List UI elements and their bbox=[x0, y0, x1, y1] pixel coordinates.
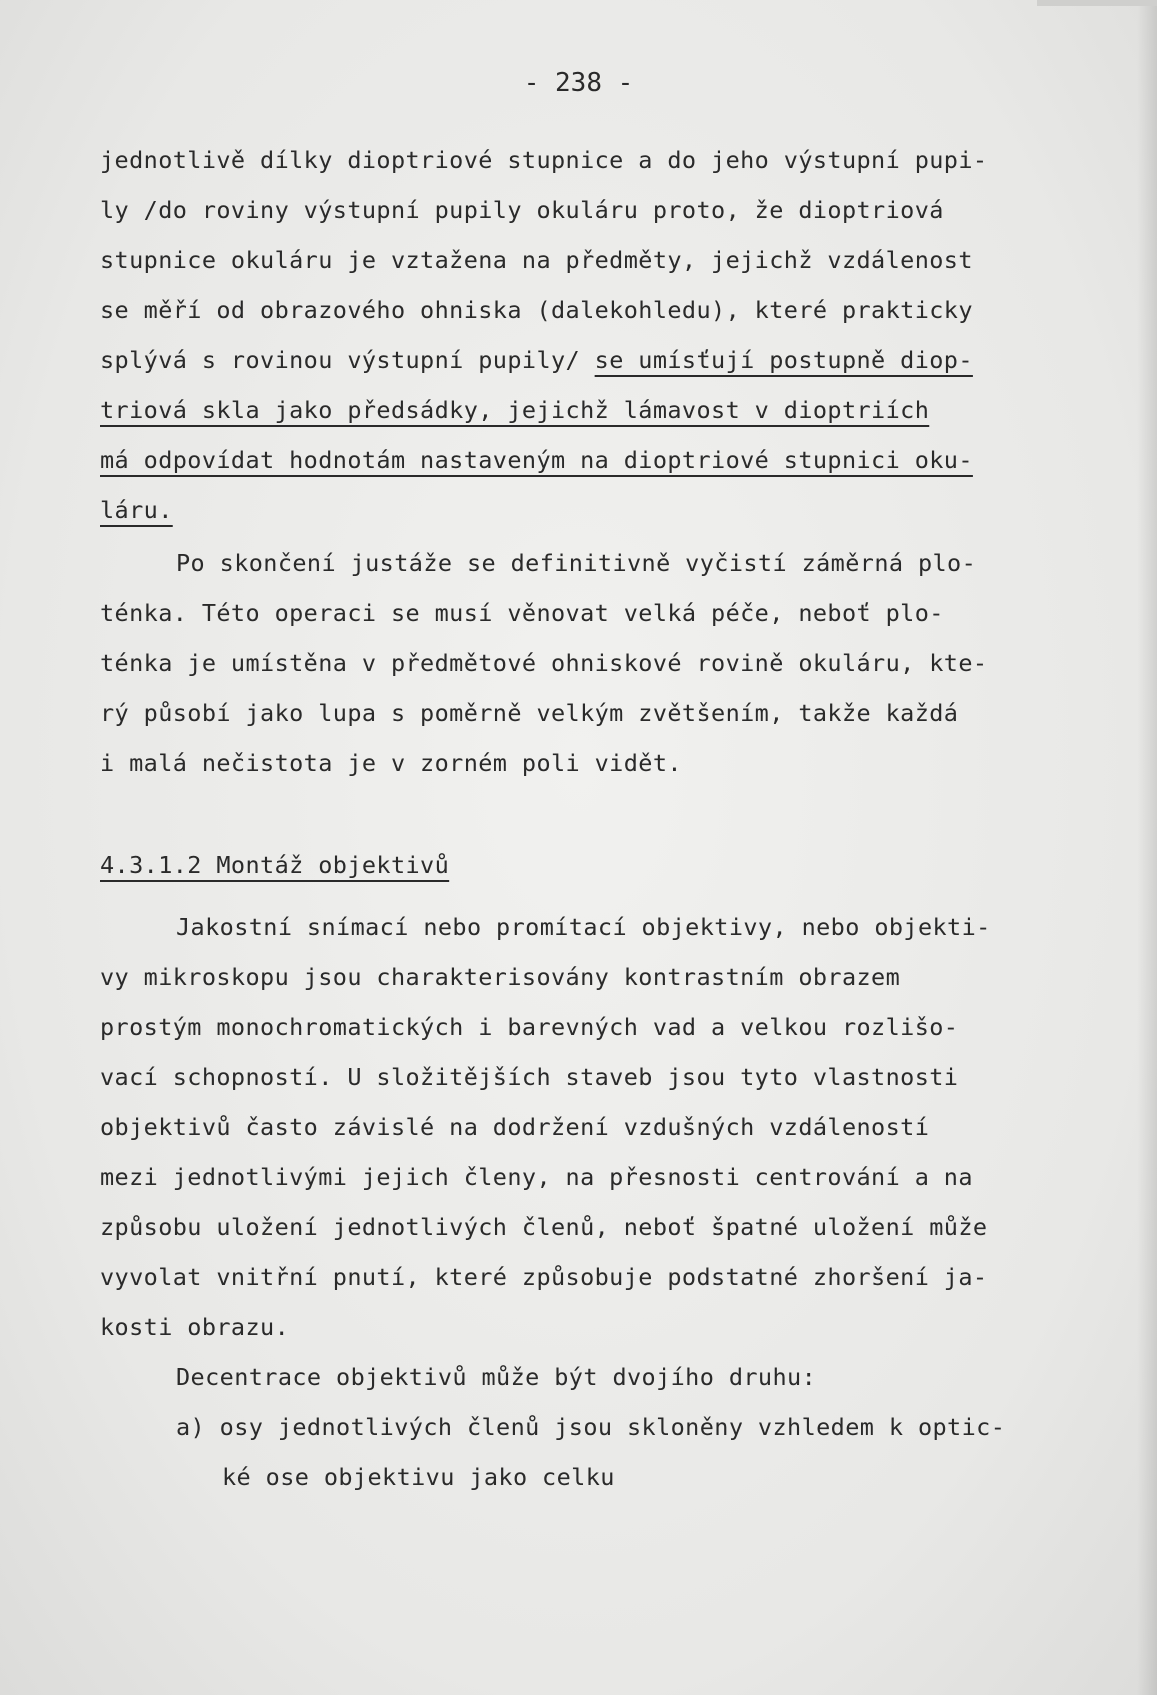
paragraph-2-line: rý působí jako lupa s poměrně velkým zvětšením, takže každá bbox=[100, 699, 959, 727]
page-edge-shadow bbox=[1137, 0, 1157, 1695]
paragraph-1-line-underlined: láru. bbox=[100, 496, 173, 524]
paragraph-3-line: kosti obrazu. bbox=[100, 1313, 290, 1341]
paragraph-1-line-underlined: triová skla jako předsádky, jejichž lámavost v dioptriích bbox=[100, 396, 930, 424]
paragraph-3-line: mezi jednotlivými jejich členy, na přesnosti centrování a na bbox=[100, 1163, 973, 1191]
paragraph-3-line: vy mikroskopu jsou charakterisovány kontrastním obrazem bbox=[100, 963, 901, 991]
paragraph-1-line-plain: splývá s rovinou výstupní pupily/ bbox=[100, 346, 595, 374]
paragraph-3-line: způsobu uložení jednotlivých členů, neboť špatné uložení může bbox=[100, 1213, 988, 1241]
page-number: - 238 - bbox=[523, 68, 634, 98]
list-item-a-line: a) osy jednotlivých členů jsou skloněny vzhledem k optic- bbox=[176, 1413, 1006, 1441]
paragraph-1-line: se měří od obrazového ohniska (dalekohledu), které prakticky bbox=[100, 296, 973, 324]
paragraph-2-line: Po skončení justáže se definitivně vyčistí záměrná plo- bbox=[176, 549, 977, 577]
paragraph-3-line: prostým monochromatických i barevných vad a velkou rozlišo- bbox=[100, 1013, 959, 1041]
paragraph-1-line: ly /do roviny výstupní pupily okuláru proto, že dioptriová bbox=[100, 196, 944, 224]
paragraph-3-line: vyvolat vnitřní pnutí, které způsobuje podstatné zhoršení ja- bbox=[100, 1263, 988, 1291]
paragraph-2-line: i malá nečistota je v zorném poli vidět. bbox=[100, 749, 682, 777]
paragraph-1-line-underlined: má odpovídat hodnotám nastaveným na dioptriové stupnici oku- bbox=[100, 446, 973, 474]
paragraph-1-line: stupnice okuláru je vztažena na předměty, jejichž vzdálenost bbox=[100, 246, 973, 274]
paragraph-3-line: vací schopností. U složitějších staveb jsou tyto vlastnosti bbox=[100, 1063, 959, 1091]
paragraph-1-line: jednotlivě dílky dioptriové stupnice a do jeho výstupní pupi- bbox=[100, 146, 988, 174]
scan-edge-mark bbox=[1037, 0, 1157, 6]
list-item-a-line: ké ose objektivu jako celku bbox=[222, 1463, 615, 1491]
paragraph-2-line: ténka. Této operaci se musí věnovat velká péče, neboť plo- bbox=[100, 599, 944, 627]
paragraph-4-line: Decentrace objektivů může být dvojího druhu: bbox=[176, 1363, 817, 1391]
section-heading: 4.3.1.2 Montáž objektivů bbox=[100, 851, 450, 879]
paragraph-2-line: ténka je umístěna v předmětové ohniskové rovině okuláru, kte- bbox=[100, 649, 988, 677]
paragraph-3-line: Jakostní snímací nebo promítací objektivy, nebo objekti- bbox=[176, 913, 991, 941]
underlined-phrase: se umísťují postupně diop- bbox=[594, 346, 973, 374]
paragraph-3-line: objektivů často závislé na dodržení vzdušných vzdáleností bbox=[100, 1113, 930, 1141]
paragraph-1-line bbox=[100, 335, 973, 385]
